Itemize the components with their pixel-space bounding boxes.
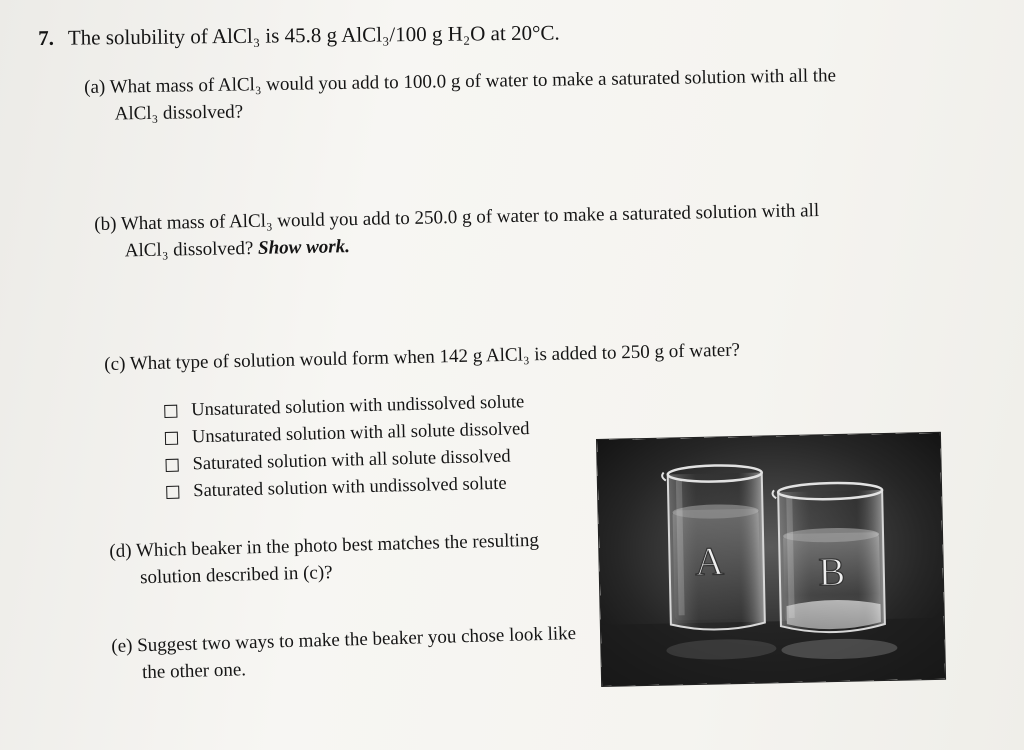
part-e-label: (e) xyxy=(111,635,133,657)
part-a-line1: What mass of AlCl₃ would you add to 100.0 g of water to make a saturated solution with all the xyxy=(109,65,837,98)
part-d-line1: Which beaker in the photo best matches the resulting xyxy=(135,529,540,562)
part-c xyxy=(104,337,740,378)
beaker-b-label: B xyxy=(817,548,846,595)
part-d-label: (d) xyxy=(109,540,132,562)
part-e-line2: the other one. xyxy=(141,659,247,684)
part-c-options xyxy=(164,389,531,506)
option-label: Unsaturated solution with all solute dissolved xyxy=(191,419,530,448)
beaker-a-label: A xyxy=(694,538,725,584)
beakers-photo xyxy=(597,433,945,686)
part-c-label: (c) xyxy=(104,353,126,375)
part-b xyxy=(94,197,820,265)
part-a-label: (a) xyxy=(84,76,106,98)
part-e-line1: Suggest two ways to make the beaker you chose look like xyxy=(136,623,577,657)
part-e xyxy=(111,620,577,687)
checkbox-icon[interactable] xyxy=(164,405,177,418)
question-text: The solubility of AlCl₃ is 45.8 g AlCl₃/100 g H₂O at 20°C. xyxy=(67,20,560,50)
beakers-illustration xyxy=(597,433,945,686)
part-b-line1: What mass of AlCl₃ would you add to 250.0 g of water to make a saturated solution with all xyxy=(120,200,820,235)
part-d-line2: solution described in (c)? xyxy=(139,562,333,589)
checkbox-icon[interactable] xyxy=(165,459,178,472)
part-d xyxy=(109,527,540,592)
question-heading xyxy=(38,21,560,51)
part-a-line2: AlCl₃ dissolved? xyxy=(114,101,244,125)
part-b-emphasis: Show work. xyxy=(257,236,351,259)
part-b-label: (b) xyxy=(94,213,117,235)
checkbox-icon[interactable] xyxy=(166,486,179,499)
checkbox-icon[interactable] xyxy=(165,432,178,445)
option-label: Saturated solution with all solute dissolved xyxy=(192,446,511,475)
part-c-line1: What type of solution would form when 142 g AlCl₃ is added to 250 g of water? xyxy=(129,339,741,375)
option-label: Unsaturated solution with undissolved solute xyxy=(191,392,525,421)
part-a xyxy=(84,62,837,128)
option-label: Saturated solution with undissolved solute xyxy=(193,473,507,502)
question-number: 7. xyxy=(38,25,55,50)
part-b-line2: AlCl₃ dissolved? xyxy=(124,237,254,262)
